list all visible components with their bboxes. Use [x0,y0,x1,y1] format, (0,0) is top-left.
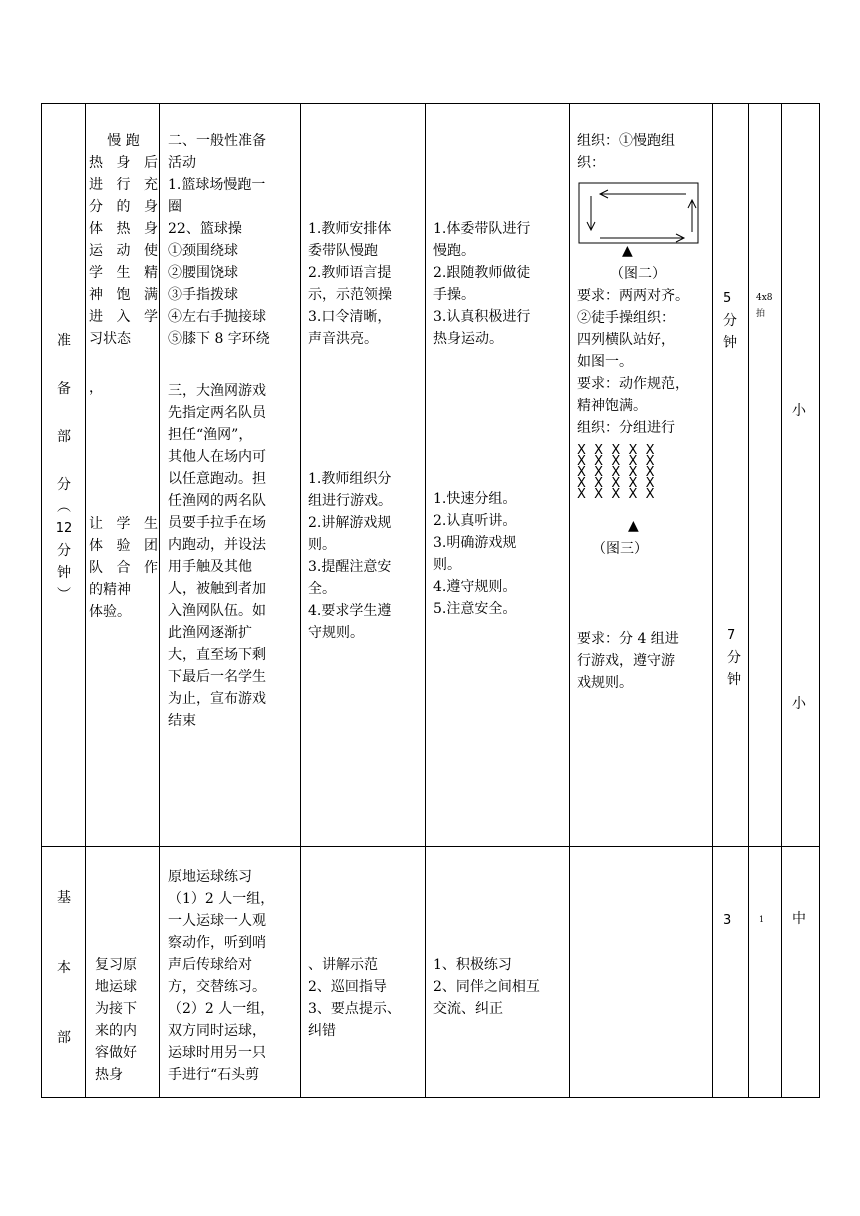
text-line: 3.认真积极进行 [433,309,531,325]
text-line: ②徒手操组织： [577,310,675,326]
prep-student-cell [426,104,570,847]
section-char: 分 [57,543,71,559]
text-line: 圈 [168,199,182,215]
text-line: 运动使 [89,243,158,259]
text-line: 三，大渔网游戏 [168,383,266,399]
time-unit: 分 [723,313,737,329]
section-char: 分 [57,477,71,493]
text-line: 担任“渔网”， [168,427,253,443]
time-unit: 分 [727,650,741,666]
text-line: 活动 [168,155,196,171]
teacher-position-marker: ▲ [628,518,639,534]
text-line: 3.口令清晰， [308,309,392,325]
text-line: 为接下 [95,1001,137,1017]
text-line: 热身 [95,1067,123,1083]
text-line: 热身后 [89,155,158,171]
text-line: 容做好 [95,1045,137,1061]
org-bottom [577,628,713,694]
text-line: 2.认真听讲。 [433,513,517,529]
text-line: 示，示范领操 [308,287,392,303]
count-value: 4x8 [756,293,773,303]
text-line: 复习原 [95,957,137,973]
text-line: 习状态 [89,331,131,347]
text-line: 的精神 [89,582,131,598]
text-line: 其他人在场内可 [168,449,266,465]
text-line: 内跑动，并设法 [168,537,266,553]
text-line: 让学生 [89,516,158,532]
section-char: 钟 [57,565,71,581]
section-char: ︵ [57,499,71,515]
lesson-plan-table [41,103,820,1098]
text-line: ⑤膝下 8 字环绕 [168,331,270,347]
basic-section-cell [42,847,86,1098]
text-line: 运球时用另一只 [168,1045,266,1061]
text-line: 要求：分 4 组进 [577,631,679,647]
section-char: 本 [57,960,71,976]
text-line: 分的身 [89,199,158,215]
text-line: 1、积极练习 [433,957,512,973]
text-line: 2.讲解游戏规 [308,515,392,531]
text-line: ④左右手抛接球 [168,309,266,325]
prep-student-1 [433,218,569,350]
text-line: 则。 [308,537,336,553]
basic-teacher [308,954,426,1042]
basic-content [168,866,300,1086]
text-line: 4.遵守规则。 [433,579,517,595]
prep-purpose-2 [86,513,160,623]
text-line: 22、篮球操 [168,221,242,237]
basic-count-cell [749,847,782,1098]
text-line: 1.快速分组。 [433,491,517,507]
org-top [577,130,713,174]
org-mid [577,285,717,439]
intensity-value: 中 [792,911,806,927]
prep-teacher-1 [308,218,426,350]
prep-teacher-2 [308,468,426,644]
section-char: 部 [57,1030,71,1046]
time-value: 3 [723,913,732,928]
text-line: 2.教师语言提 [308,265,392,281]
text-line: 慢跑。 [433,243,475,259]
text-line: 行游戏，遵守游 [577,653,675,669]
basic-purpose-cell [86,847,160,1098]
count-unit: 拍 [756,309,766,319]
text-line: 来的内 [95,1023,137,1039]
time-unit: 钟 [723,335,737,351]
basic-purpose [92,954,153,1086]
prep-content-2 [168,380,300,732]
prep-purpose-cell [86,104,160,847]
section-char: 基 [57,890,71,906]
basic-section-label [42,887,86,1049]
text-line: 1.体委带队进行 [433,221,531,237]
text-line: （1）2 人一组， [168,891,275,907]
jog-route-diagram [578,182,700,246]
text-line: 2.跟随教师做徒 [433,265,531,281]
text-line: 体热身 [89,221,158,237]
text-line: 要求：动作规范， [577,376,689,392]
intensity-2: 小 [792,696,806,712]
prep-section-label [42,330,86,606]
basic-time-cell [713,847,749,1098]
text-line: 大，直至场下剩 [168,647,266,663]
text-line: 守规则。 [308,625,364,641]
prep-content-1 [168,130,300,350]
text-line: 组织：①慢跑组 [577,133,675,149]
text-line: 神饱满 [89,287,158,303]
basic-teacher-cell [301,847,426,1098]
formation-row: X X X X X [577,487,655,502]
basic-content-cell [160,847,301,1098]
section-char: ︶ [57,587,71,603]
text-line: 声音洪亮。 [308,331,378,347]
formation-row: X X X X X [577,454,655,469]
section-char: 部 [57,429,71,445]
text-line: 为止，宣布游戏 [168,691,266,707]
text-line: 任渔网的两名队 [168,493,266,509]
text-line: 声后传球给对 [168,957,252,973]
section-char: 备 [57,381,71,397]
prep-intensity-cell [782,104,820,847]
text-line: 一人运球一人观 [168,913,266,929]
group-formation-grid [577,445,655,500]
text-line: 委带队慢跑 [308,243,378,259]
text-line: 全。 [308,581,336,597]
text-line: 手操。 [433,287,475,303]
text-line: 组织：分组进行 [577,420,675,436]
text-line: 原地运球练习 [168,869,252,885]
teacher-position-marker: ▲ [622,243,633,259]
text-line: 先指定两名队员 [168,405,266,421]
text-line: 则。 [433,557,461,573]
formation-row: X X X X X [577,465,655,480]
prep-organization-cell [570,104,713,847]
text-line: 3.提醒注意安 [308,559,392,575]
text-line: 5.注意安全。 [433,601,517,617]
text-line: 1.教师安排体 [308,221,392,237]
formation-row: X X X X X [577,443,655,458]
figure-3-caption: （图三） [592,541,648,557]
text-line: 二、一般性准备 [168,133,266,149]
text-line: 队合作 [89,560,158,576]
section-char: 准 [57,333,71,349]
text-line: 进行充 [89,177,158,193]
text-line: 2、巡回指导 [308,979,387,995]
figure-2-caption: （图二） [610,266,666,282]
text-line: 学生精 [89,265,158,281]
time-2 [727,625,747,691]
text-line: 下最后一名学生 [168,669,266,685]
text-line: 纠错 [308,1023,336,1039]
text-line: 察动作，听到哨 [168,935,266,951]
prep-teacher-cell [301,104,426,847]
text-line: 精神饱满。 [577,398,647,414]
text-line: 体验。 [89,604,131,620]
text-line: ①颈围绕球 [168,243,238,259]
text-line: 3.明确游戏规 [433,535,517,551]
prep-purpose-1 [86,130,160,399]
text-line: 手进行“石头剪 [168,1067,260,1083]
prep-content-cell [160,104,301,847]
text-line: 戏规则。 [577,675,633,691]
time-unit: 钟 [727,672,741,688]
text-line: 要求：两两对齐。 [577,288,689,304]
text-line: 热身运动。 [433,331,503,347]
text-line: 体验团 [89,538,158,554]
prep-student-2 [433,488,569,620]
text-line: 织： [577,155,605,171]
text-line: 用手触及其他 [168,559,252,575]
prep-section-cell [42,104,86,847]
text-line: 慢 跑 [107,133,140,149]
text-line: 双方同时运球， [168,1023,266,1039]
text-line: 1.篮球场慢跑一 [168,177,266,193]
intensity-1: 小 [792,403,806,419]
text-line: 员要手拉手在场 [168,515,266,531]
text-line: 1.教师组织分 [308,471,392,487]
basic-student [433,954,569,1020]
prep-count-cell [749,104,782,847]
text-line: 地运球 [95,979,137,995]
text-line: ③手指拨球 [168,287,238,303]
section-char: 12 [55,521,73,536]
text-line: ②腰围饶球 [168,265,238,281]
time-value: 7 [727,628,736,643]
text-line: 入渔网队伍。如 [168,603,266,619]
prep-time-cell [713,104,749,847]
text-line: 以任意跑动。担 [168,471,266,487]
basic-organization-cell [570,847,713,1098]
time-1 [723,288,743,354]
text-line: 如图一。 [577,354,633,370]
count-1 [756,292,773,320]
text-line: 、讲解示范 [308,957,378,973]
text-line: 2、同伴之间相互 [433,979,540,995]
text-line: （2）2 人一组， [168,1001,275,1017]
text-line: 人，被触到者加 [168,581,266,597]
text-line: 3、要点提示、 [308,1001,401,1017]
text-line: 此渔网逐渐扩 [168,625,252,641]
text-line: 进入学 [89,309,158,325]
text-line: 组进行游戏。 [308,493,392,509]
text-line: 方，交替练习。 [168,979,266,995]
count-value: 1 [759,915,765,924]
text-line: 4.要求学生遵 [308,603,392,619]
text-line: 交流、纠正 [433,1001,503,1017]
basic-student-cell [426,847,570,1098]
basic-row [42,847,820,1098]
formation-row: X X X X X [577,476,655,491]
time-value: 5 [723,291,732,306]
prep-row [42,104,820,847]
basic-intensity-cell [782,847,820,1098]
text-line: 结束 [168,713,196,729]
text-line: 四列横队站好， [577,332,675,348]
text-line: ， [89,380,103,396]
